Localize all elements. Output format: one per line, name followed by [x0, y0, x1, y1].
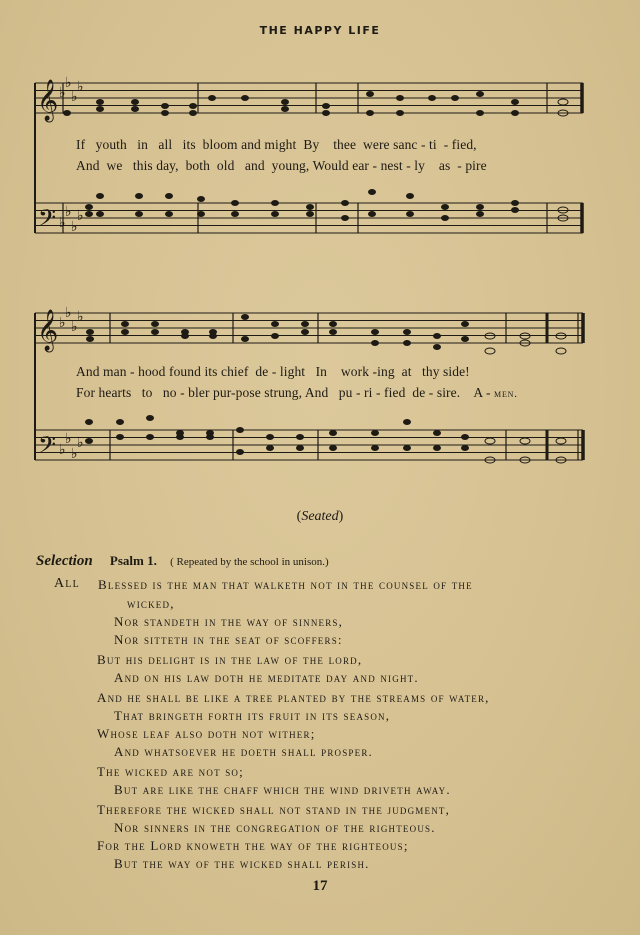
- selection-label: Selection: [36, 553, 93, 569]
- psalm-line: And on his law doth he meditate day and night.: [114, 670, 419, 685]
- psalm-line: And whatsoever he doeth shall prosper.: [114, 744, 373, 759]
- svg-text:♭: ♭: [59, 215, 66, 231]
- psalm-line: Nor standeth in the way of sinners,: [114, 614, 344, 629]
- svg-text:♭: ♭: [71, 219, 78, 235]
- svg-text:♭: ♭: [65, 75, 72, 91]
- psalm-line: Therefore the wicked shall not stand in the judgment,: [97, 802, 451, 817]
- psalm-line: That bringeth forth its fruit in its season,: [114, 708, 391, 723]
- running-head: THE HAPPY LIFE: [259, 24, 381, 37]
- selection-heading: [36, 553, 329, 570]
- psalm-line: But are like the chaff which the wind driveth away.: [114, 782, 451, 797]
- psalm-line: But the way of the wicked shall perish.: [114, 856, 370, 871]
- lyrics-s2-verse2: [76, 385, 518, 401]
- psalm-line: wicked,: [127, 596, 175, 611]
- svg-text:𝄢: 𝄢: [38, 431, 57, 464]
- svg-text:♭: ♭: [59, 85, 66, 101]
- svg-text:♭: ♭: [65, 431, 72, 447]
- svg-text:♭: ♭: [71, 89, 78, 105]
- psalm-line: For the Lord knoweth the way of the righteous;: [97, 838, 409, 853]
- selection-note: ( Repeated by the school in unison.): [170, 556, 329, 568]
- psalm-line: Nor sinners in the congregation of the righteous.: [114, 820, 436, 835]
- svg-text:♭: ♭: [71, 446, 78, 462]
- psalm-line: And he shall be like a tree planted by the streams of water,: [97, 690, 490, 705]
- svg-text:♭: ♭: [77, 208, 84, 224]
- lyrics-s2-verse1: And man - hood found its chief de - light In work -ing at thy side!: [76, 364, 470, 379]
- amen-text: men.: [494, 388, 518, 400]
- svg-text:♭: ♭: [65, 204, 72, 220]
- svg-text:𝄞: 𝄞: [37, 310, 59, 351]
- psalm-reference: Psalm 1.: [109, 553, 157, 568]
- seated-text: Seated: [301, 509, 339, 524]
- svg-text:𝄞: 𝄞: [37, 80, 59, 121]
- speaker-label: All: [54, 576, 80, 591]
- svg-text:♭: ♭: [59, 315, 66, 331]
- psalm-line: Nor sitteth in the seat of scoffers:: [114, 632, 343, 647]
- svg-text:♭: ♭: [77, 309, 84, 325]
- lyrics-s1-verse2: And we this day, both old and young, Would ear - nest - ly as - pire: [76, 158, 487, 173]
- svg-text:♭: ♭: [77, 79, 84, 95]
- svg-text:♭: ♭: [77, 435, 84, 451]
- page-number: 17: [312, 878, 328, 894]
- svg-text:♭: ♭: [59, 442, 66, 458]
- svg-text:𝄢: 𝄢: [38, 204, 57, 237]
- svg-text:♭: ♭: [65, 305, 72, 321]
- svg-text:♭: ♭: [71, 319, 78, 335]
- lyrics-s2-verse2-text: For hearts to no - bler pur-pose strung, And pu - ri - fied de - sire. A -: [76, 385, 495, 400]
- psalm-line: Blessed is the man that walketh not in the counsel of the: [98, 577, 473, 592]
- psalm-line: The wicked are not so;: [97, 764, 244, 779]
- system-1: [35, 75, 583, 237]
- psalm-line: But his delight is in the law of the lord,: [97, 652, 363, 667]
- rubric-seated: (Seated): [296, 509, 344, 524]
- lyrics-s1-verse1: If youth in all its bloom and might By thee were sanc - ti - fied,: [76, 137, 477, 152]
- psalm-line: Whose leaf also doth not wither;: [97, 726, 316, 741]
